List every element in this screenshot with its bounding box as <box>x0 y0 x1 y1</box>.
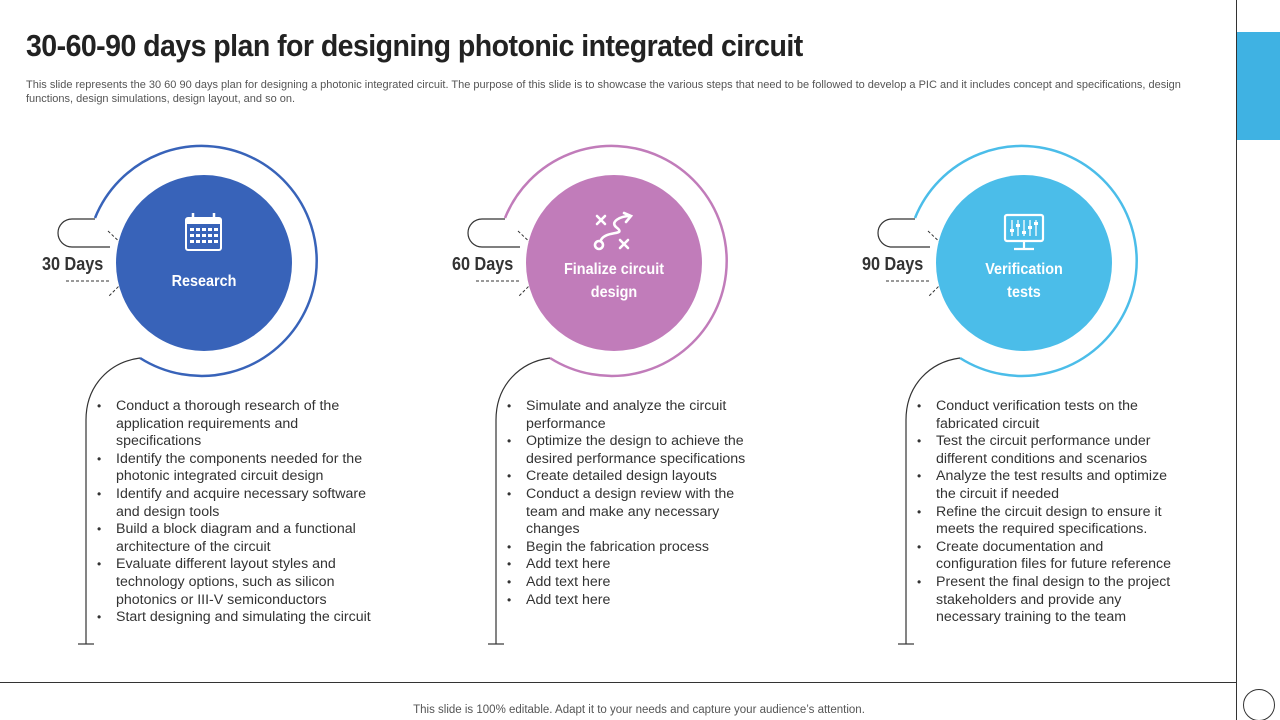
list-item: • Add text here <box>506 556 766 574</box>
phase-1-circle <box>116 175 292 351</box>
phase-1-label: Research <box>171 273 237 290</box>
list-item: • Add text here <box>506 592 766 610</box>
list-item: • Optimize the design to achieve the desired performance specifications <box>506 433 766 468</box>
list-item: • Build a block diagram and a functional architecture of the circuit <box>96 521 371 556</box>
list-item: • Conduct a design review with the team and make any necessary changes <box>506 486 766 539</box>
list-item: • Create detailed design layouts <box>506 468 766 486</box>
phase-3-label: Verification tests <box>985 261 1063 301</box>
phase-2-days: 60 Days <box>452 254 514 274</box>
list-item: • Refine the circuit design to ensure it meets the required specifications. <box>916 504 1184 539</box>
phase-1-days: 30 Days <box>42 254 104 274</box>
list-item: • Simulate and analyze the circuit performance <box>506 398 766 433</box>
list-item: • Identify the components needed for the photonic integrated circuit design <box>96 451 371 486</box>
footer-text: This slide is 100% editable. Adapt it to your needs and capture your audience’s attention. <box>413 704 865 716</box>
phase-1-list <box>96 398 371 627</box>
list-item: • Start designing and simulating the circuit <box>96 609 371 627</box>
list-item: • Test the circuit performance under different conditions and scenarios <box>916 433 1184 468</box>
list-item: • Analyze the test results and optimize the circuit if needed <box>916 468 1184 503</box>
list-item: • Conduct a thorough research of the application requirements and specifications <box>96 398 371 451</box>
list-item: • Present the final design to the project stakeholders and provide any necessary training to the team <box>916 574 1184 627</box>
list-item: • Conduct verification tests on the fabricated circuit <box>916 398 1184 433</box>
list-item: • Add text here <box>506 574 766 592</box>
phase-3-list <box>916 398 1184 627</box>
phase-2-list <box>506 398 766 609</box>
list-item: • Create documentation and configuration files for future reference <box>916 539 1184 574</box>
list-item: • Identify and acquire necessary software and design tools <box>96 486 371 521</box>
list-item: • Evaluate different layout styles and technology options, such as silicon photonics or III-V semiconductors <box>96 556 371 609</box>
footer-note <box>0 704 1280 716</box>
phase-3-days: 90 Days <box>862 254 924 274</box>
page-description: This slide represents the 30 60 90 days plan for designing a photonic integrated circuit. The purpose of this slide is to showcase the various steps that need to be followed to develop a PIC and it includes concept and specifications, design functions, design simulations, design layout, and so on. <box>26 79 1181 105</box>
page-title: 30-60-90 days plan for designing photonic integrated circuit <box>26 28 803 63</box>
list-item: • Begin the fabrication process <box>506 539 766 557</box>
phase-2-label: Finalize circuit design <box>563 261 665 301</box>
